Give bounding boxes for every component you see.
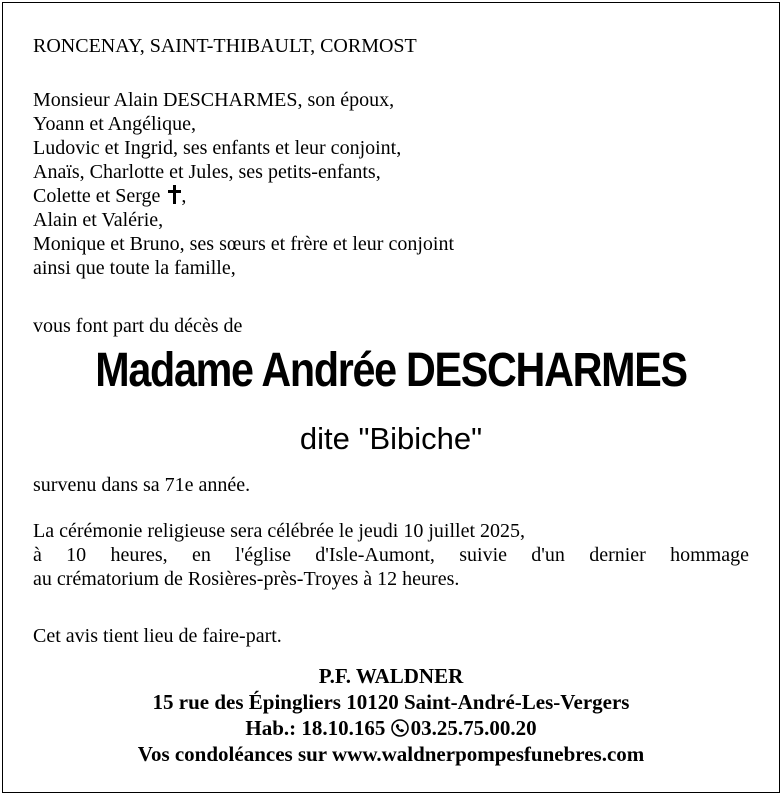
- funeral-home-name: P.F. WALDNER: [318, 664, 464, 688]
- obituary-notice: [2, 2, 780, 793]
- condolences-line: Vos condoléances sur www.waldnerpompesfunebres.com: [137, 742, 645, 766]
- funeral-home-address: 15 rue des Épingliers 10120 Saint-André-Les-Vergers: [152, 690, 630, 714]
- family-line-deceased-relative: [33, 184, 749, 208]
- ceremony-details: [33, 519, 749, 591]
- phone-icon: [391, 719, 409, 737]
- family-line: Monsieur Alain DESCHARMES, son époux,: [33, 89, 395, 111]
- notice-text: Cet avis tient lieu de faire-part.: [33, 625, 282, 647]
- announcement-text: vous font part du décès de: [33, 315, 243, 337]
- family-line: Monique et Bruno, ses sœurs et frère et leur conjoint: [33, 233, 455, 255]
- age-text: survenu dans sa 71e année.: [33, 474, 251, 496]
- funeral-home-phone: 03.25.75.00.20: [410, 716, 537, 740]
- cross-icon: [167, 184, 181, 204]
- announcement: [33, 314, 749, 338]
- family-line: Anaïs, Charlotte et Jules, ses petits-enfants,: [33, 161, 381, 183]
- cross-trailing-comma: ,: [181, 185, 187, 207]
- funeral-home-contact: [3, 715, 779, 741]
- family-line: ainsi que toute la famille,: [33, 257, 236, 279]
- funeral-home-hab: Hab.: 18.10.165: [245, 716, 386, 740]
- deceased-name: Madame Andrée DESCHARMES: [95, 344, 687, 397]
- family-line: Yoann et Angélique,: [33, 113, 196, 135]
- family-line: Colette et Serge: [33, 185, 161, 207]
- age-statement: [33, 473, 749, 497]
- funeral-home-info: [3, 663, 779, 767]
- deceased-nickname: dite "Bibiche": [299, 421, 483, 456]
- family-line: Alain et Valérie,: [33, 209, 164, 231]
- ceremony-line: La cérémonie religieuse sera célébrée le jeudi 10 juillet 2025,: [33, 520, 526, 542]
- family-list: [33, 88, 749, 280]
- notice-statement: [33, 624, 749, 648]
- ceremony-line: à 10 heures, en l'église d'Isle-Aumont, suivie d'un dernier hommage: [33, 544, 749, 566]
- locations-text: RONCENAY, SAINT-THIBAULT, CORMOST: [33, 35, 417, 57]
- locations-header: [33, 34, 749, 58]
- ceremony-line: au crématorium de Rosières-près-Troyes à 12 heures.: [33, 568, 460, 590]
- family-line: Ludovic et Ingrid, ses enfants et leur conjoint,: [33, 137, 402, 159]
